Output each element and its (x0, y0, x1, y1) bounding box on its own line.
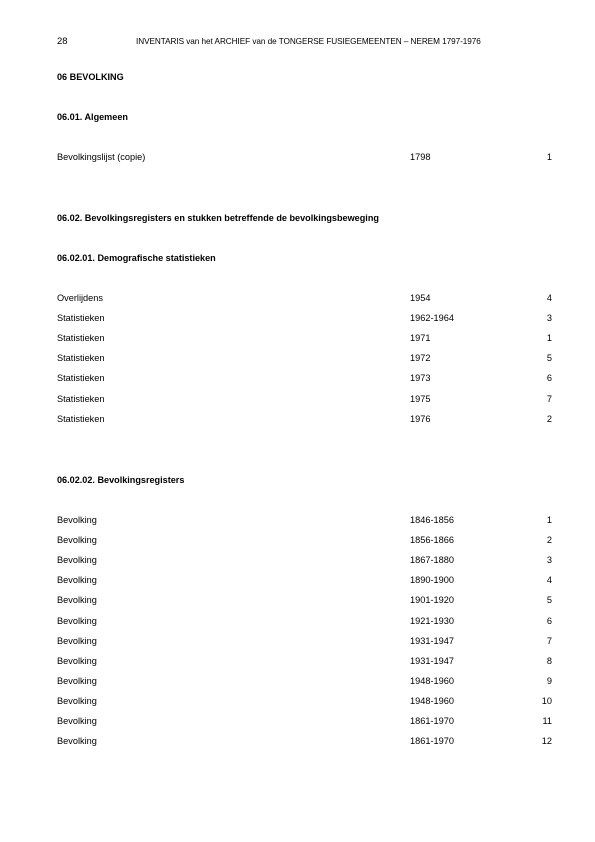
item-number: 7 (546, 393, 552, 404)
item-number: 8 (546, 655, 552, 666)
inventory-row (57, 656, 552, 669)
item-description: Bevolking (57, 655, 97, 666)
item-description: Bevolkingslijst (copie) (57, 152, 146, 162)
item-date: 1975 (410, 393, 431, 404)
item-date: 1931-1947 (410, 635, 454, 646)
item-date: 1948-1960 (410, 675, 454, 686)
item-date: 1861-1970 (410, 736, 454, 747)
inventory-row (57, 313, 552, 326)
item-date: 1962-1964 (410, 313, 454, 324)
item-description: Statistieken (57, 353, 105, 364)
header-title: INVENTARIS van het ARCHIEF van de TONGERSE FUSIEGEMEENTEN – NEREM 1797-1976 (136, 37, 481, 46)
subsection-heading-demografische-statistieken: 06.02.01. Demografische statistieken (57, 253, 216, 263)
item-number: 3 (546, 313, 552, 324)
inventory-row (57, 394, 552, 407)
subsection-heading-bevolkingsregisters: 06.02.02. Bevolkingsregisters (57, 475, 185, 485)
inventory-row (57, 736, 552, 749)
page-number: 28 (57, 36, 68, 47)
item-number: 2 (546, 413, 552, 424)
item-description: Bevolking (57, 575, 97, 586)
item-description: Bevolking (57, 535, 97, 546)
item-description: Bevolking (57, 515, 97, 525)
item-description: Bevolking (57, 595, 97, 606)
item-number: 11 (542, 716, 552, 726)
item-number: 4 (546, 293, 552, 303)
item-date: 1948-1960 (410, 695, 454, 706)
section-heading-bevolking: 06 BEVOLKING (57, 72, 124, 82)
item-date: 1798 (410, 152, 431, 162)
item-date: 1867-1880 (410, 555, 454, 566)
inventory-row (57, 676, 552, 689)
inventory-row (57, 152, 552, 165)
item-date: 1890-1900 (410, 575, 454, 586)
item-number: 7 (546, 635, 552, 646)
item-number: 6 (546, 373, 552, 384)
item-description: Bevolking (57, 615, 97, 626)
item-number: 5 (546, 353, 552, 364)
item-number: 3 (546, 555, 552, 566)
inventory-row (57, 616, 552, 629)
item-number: 9 (546, 675, 552, 686)
inventory-row (57, 333, 552, 346)
item-description: Statistieken (57, 393, 105, 404)
item-description: Statistieken (57, 313, 105, 324)
item-description: Bevolking (57, 736, 97, 747)
item-number: 1 (546, 152, 552, 162)
item-date: 1976 (410, 413, 431, 424)
item-date: 1931-1947 (410, 655, 454, 666)
item-description: Bevolking (57, 695, 97, 706)
item-date: 1972 (410, 353, 431, 364)
item-date: 1861-1970 (410, 716, 454, 726)
inventory-row (57, 696, 552, 709)
item-date: 1856-1866 (410, 535, 454, 546)
item-number: 4 (546, 575, 552, 586)
item-description: Overlijdens (57, 293, 103, 303)
inventory-row (57, 575, 552, 588)
item-description: Bevolking (57, 675, 97, 686)
inventory-row (57, 373, 552, 386)
inventory-row (57, 535, 552, 548)
item-description: Statistieken (57, 413, 105, 424)
item-description: Statistieken (57, 373, 105, 384)
item-date: 1971 (410, 333, 431, 344)
item-number: 12 (541, 736, 552, 747)
inventory-row (57, 515, 552, 528)
item-description: Statistieken (57, 333, 105, 344)
inventory-row (57, 353, 552, 366)
subsection-heading-algemeen: 06.01. Algemeen (57, 112, 128, 122)
item-number: 10 (541, 695, 552, 706)
item-date: 1846-1856 (410, 515, 454, 525)
item-number: 1 (546, 333, 552, 344)
item-description: Bevolking (57, 635, 97, 646)
item-description: Bevolking (57, 716, 97, 726)
inventory-row (57, 636, 552, 649)
item-number: 1 (546, 515, 552, 525)
inventory-row (57, 716, 552, 729)
inventory-row (57, 414, 552, 427)
page-header (0, 0, 595, 60)
subsection-heading-bevolkingsregisters-en-stukken: 06.02. Bevolkingsregisters en stukken betreffende de bevolkingsbeweging (57, 213, 379, 223)
item-description: Bevolking (57, 555, 97, 566)
item-number: 6 (546, 615, 552, 626)
item-date: 1921-1930 (410, 615, 454, 626)
item-number: 5 (546, 595, 552, 606)
item-date: 1973 (410, 373, 431, 384)
inventory-row (57, 293, 552, 306)
item-date: 1954 (410, 293, 431, 303)
item-number: 2 (546, 535, 552, 546)
inventory-row (57, 555, 552, 568)
inventory-row (57, 595, 552, 608)
item-date: 1901-1920 (410, 595, 454, 606)
